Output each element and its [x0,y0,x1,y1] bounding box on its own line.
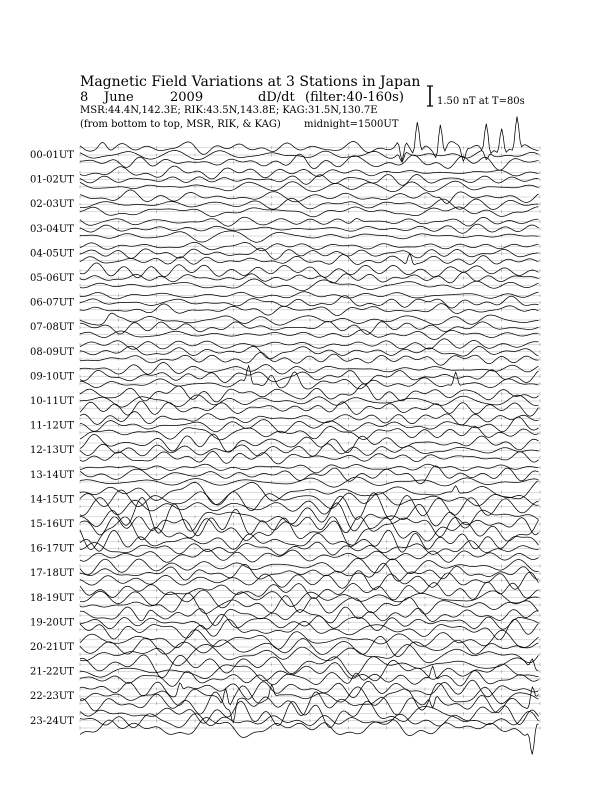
hour-label: 21-22UT [30,666,74,678]
hour-label: 02-03UT [30,199,74,211]
hour-label: 20-21UT [30,642,74,653]
hour-label: 13-14UT [30,469,74,481]
station-order-note: (from bottom to top, MSR, RIK, & KAG) [80,119,281,130]
date-day: 8 [80,90,89,105]
hour-label: 08-09UT [30,346,74,358]
hour-label: 16-17UT [30,543,74,555]
hour-label: 22-23UT [30,691,74,703]
hour-label: 15-16UT [30,519,74,530]
hour-label: 19-20UT [30,617,74,629]
hour-label: 10-11UT [30,396,74,407]
station-coordinates: MSR:44.4N,142.3E; RIK:43.5N,143.8E; KAG:31.5N,130.7E [80,105,378,116]
date-year: 2009 [170,90,204,105]
chart-title: Magnetic Field Variations at 3 Stations in Japan [80,74,421,90]
hour-label: 14-15UT [30,494,74,506]
hour-label: 23-24UT [30,715,74,727]
hour-label: 18-19UT [30,592,74,604]
hour-label: 04-05UT [30,248,74,260]
hour-label: 05-06UT [30,273,74,284]
hour-label: 01-02UT [30,174,74,186]
hour-label: 09-10UT [30,371,74,383]
hour-label: 12-13UT [30,445,74,457]
hour-label: 03-04UT [30,223,74,235]
quantity-label: dD/dt [258,90,295,105]
hour-label: 07-08UT [30,322,74,334]
hour-label: 00-01UT [30,150,74,161]
midnight-note: midnight=1500UT [304,119,399,130]
scale-bar-label: 1.50 nT at T=80s [437,96,525,107]
hour-label: 17-18UT [30,568,74,580]
filter-label: (filter:40-160s) [305,90,404,105]
hour-label: 06-07UT [30,297,74,309]
date-month: June [104,90,134,105]
hour-label: 11-12UT [30,420,74,432]
